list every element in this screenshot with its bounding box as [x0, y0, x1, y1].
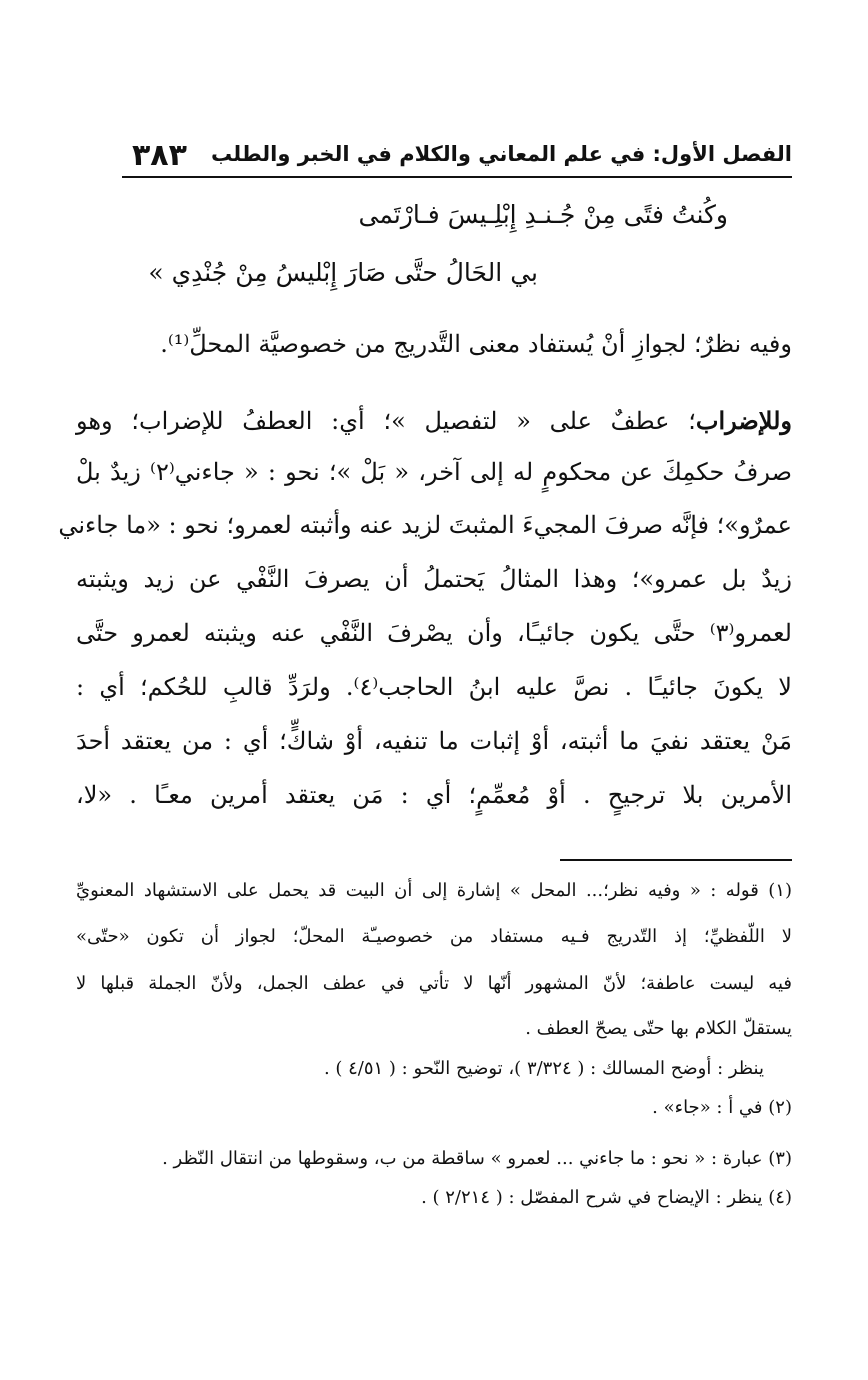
- footnote-4: (٤) ينظر : الإيضاح في شرح المفصّل : ( ٢/٢١٤ ) .: [421, 1187, 792, 1208]
- body-line: [76, 727, 792, 755]
- line-text: لا يكونَ جائيـًا . نصَّ عليه ابنُ الحاجب⁽٤⁾. ولرَدِّ قالبِ للحُكم؛ أي :: [76, 673, 792, 701]
- chapter-title: الفصل الأول: في علم المعاني والكلام في الخبر والطلب: [211, 142, 792, 166]
- poem-verse-1: وكُنتُ فتًى مِنْ جُـنـدِ إِبْلِـيسَ فـارْتَمى: [358, 200, 728, 229]
- line-text: لعمرو⁽٣⁾ حتَّى يكون جائيـًا، وأن يصْرفَ النَّفْي عنه ويثبته لعمرو حتَّى: [76, 619, 792, 647]
- body-line: [76, 673, 792, 701]
- bold-term: وللإضراب: [695, 406, 792, 435]
- footnote-1-line: يستقلّ الكلام بها حتّى يصحّ العطف .: [525, 1018, 792, 1039]
- line-text: الأمرين بلا ترجيحٍ . أوْ مُعمِّمٍ؛ أي : مَن يعتقد أمرين معـًا . «لا،: [76, 781, 792, 809]
- page-header: [122, 138, 792, 180]
- body-line: [76, 565, 792, 593]
- body-line: [76, 458, 792, 486]
- poem-verse-2: بي الحَالُ حتَّى صَارَ إِبْليسُ مِنْ جُنْدِي »: [148, 258, 538, 287]
- body-paragraph-1: وفيه نظرٌ؛ لجوازِ أنْ يُستفاد معنى التَّدريج من خصوصيَّة المحلِّ⁽¹⁾.: [160, 330, 792, 358]
- footnote-1-line: (١) قوله : « وفيه نظر؛... المحل » إشارة إلى أن البيت قد يحمل على الاستشهاد المعنويِّ: [76, 880, 792, 901]
- page-number: ٣٨٣: [132, 138, 187, 173]
- footnote-rule: [560, 859, 792, 861]
- footnote-1-line: لا اللّفظيِّ؛ إذ التّدريج فـيه مستفاد من خصوصيـّة المحلّ؛ لجواز أن تكون «حتّى»: [76, 926, 792, 947]
- line-text: ؛ عطفٌ على « لتفصيل »؛ أي: العطفُ للإضراب؛ وهو: [76, 407, 696, 435]
- body-line: [58, 511, 792, 539]
- footnote-2: (٢) في أ : «جاء» .: [652, 1097, 792, 1118]
- footnote-3: (٣) عبارة : « نحو : ما جاءني ... لعمرو » ساقطة من ب، وسقوطها من انتقال النّظر .: [162, 1148, 792, 1169]
- line-text: مَنْ يعتقد نفيَ ما أثبته، أوْ إثبات ما تنفيه، أوْ شاكٍّ؛ أي : من يعتقد أحدَ: [76, 727, 792, 755]
- line-text: زيدٌ بل عمرو»؛ وهذا المثالُ يَحتملُ أن يصرفَ النَّفْي عن زيد ويثبته: [76, 565, 792, 593]
- body-line: [76, 406, 792, 435]
- line-text: صرفُ حكمِكَ عن محكومٍ له إلى آخر، « بَلْ »؛ نحو : « جاءني⁽٢⁾ زيدٌ بلْ: [76, 458, 792, 486]
- body-line: [76, 781, 792, 809]
- footnote-1-reference: ينظر : أوضح المسالك : ( ٣/٣٢٤ )، توضيح النّحو : ( ٤/٥١ ) .: [323, 1058, 764, 1079]
- footnote-1-line: فيه ليست عاطفة؛ لأنّ المشهور أنّها لا تأتي في عطف الجمل، ولأنّ الجملة قبلها لا: [76, 973, 792, 994]
- body-line: [76, 619, 792, 647]
- header-rule: [122, 176, 792, 178]
- line-text: عمرٌو»؛ فإنَّه صرفَ المجيءَ المثبتَ لزيد عنه وأثبته لعمرو؛ نحو : «ما جاءني: [58, 511, 792, 539]
